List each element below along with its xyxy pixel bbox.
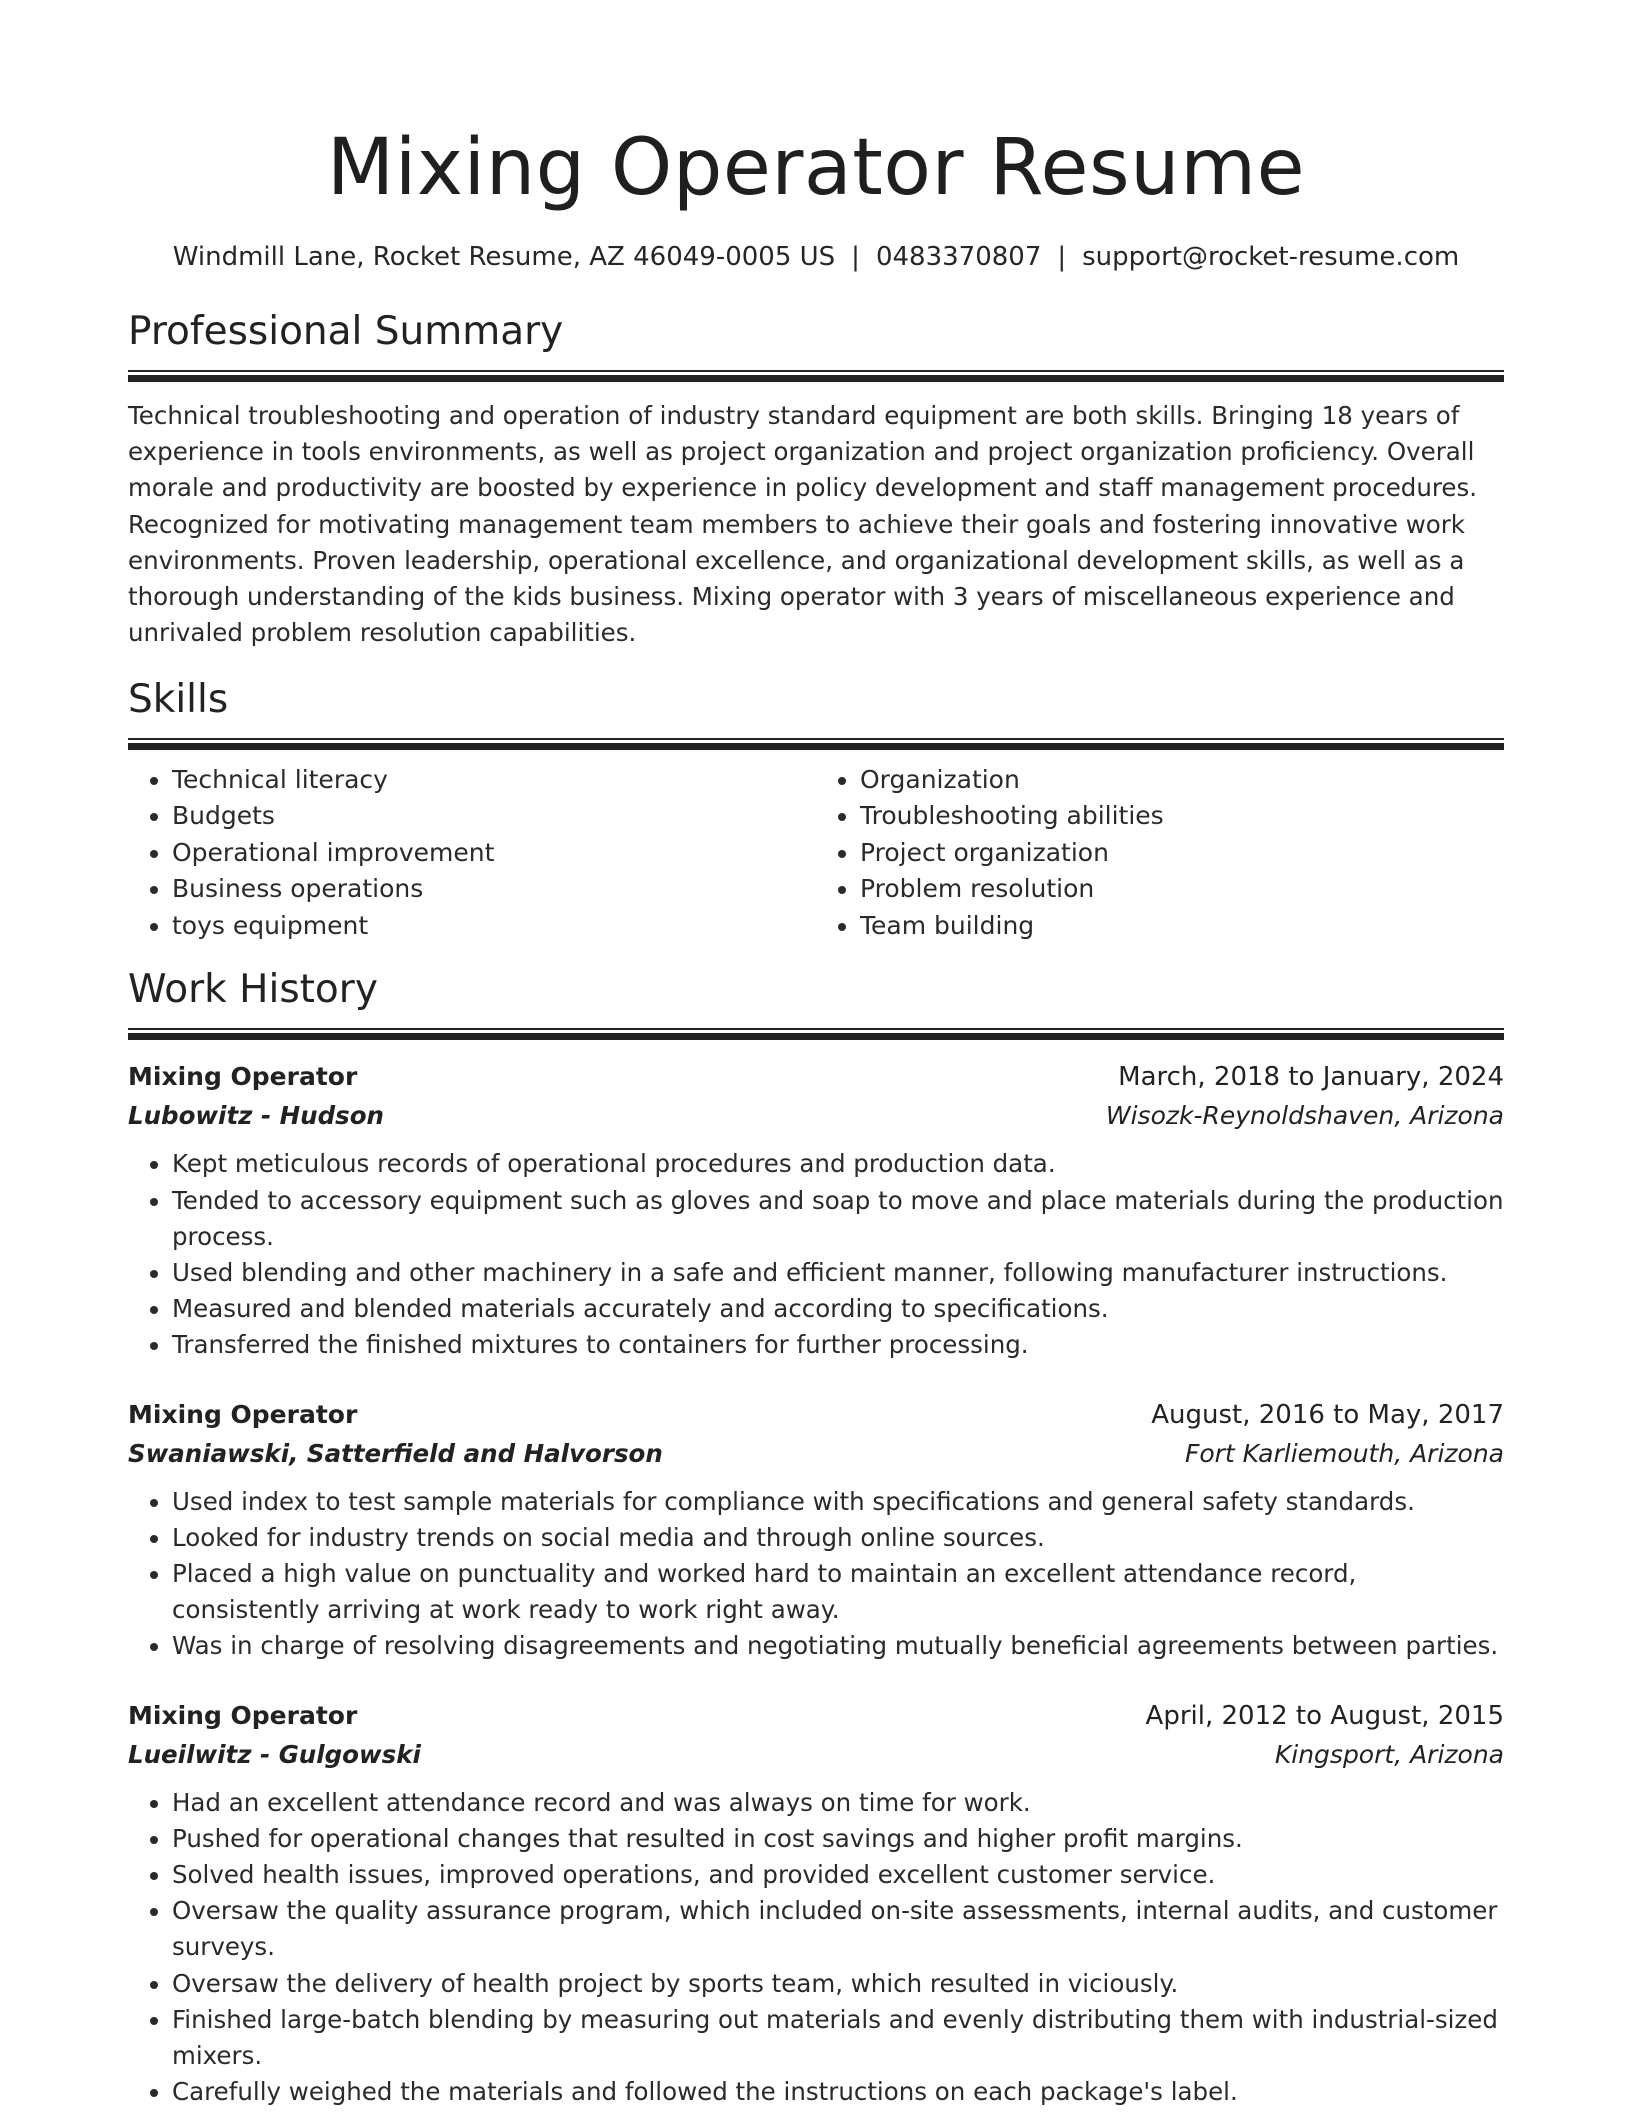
job-company-row (128, 1434, 1504, 1474)
job-company-row (128, 1096, 1504, 1136)
job-bullet: • Measured and blended materials accurately and according to specifications. (172, 1291, 1504, 1327)
job-bullet: • Had an excellent attendance record and was always on time for work. (172, 1785, 1504, 1821)
section-divider (128, 370, 1504, 382)
job-company: Lueilwitz - Gulgowski (128, 1739, 421, 1769)
contact-phone: 0483370807 (875, 242, 1042, 272)
skill-item: • Organization (860, 762, 1504, 799)
job-location: Kingsport, Arizona (1274, 1739, 1504, 1769)
job-bullet: • Tended to accessory equipment such as gloves and soap to move and place materials during the production process. (172, 1183, 1504, 1255)
job-title: Mixing Operator (128, 1399, 358, 1429)
job-bullet: • Carefully weighed the materials and followed the instructions on each package's label. (172, 2074, 1504, 2110)
resume-page (128, 0, 1504, 2110)
skill-item: • Business operations (172, 871, 816, 908)
resume-title: Mixing Operator Resume (326, 123, 1306, 213)
skill-item: • Team building (860, 908, 1504, 945)
job-bullet: • Solved health issues, improved operations, and provided excellent customer service. (172, 1857, 1504, 1893)
skills-column-left (128, 762, 816, 945)
job-dates: April, 2012 to August, 2015 (1145, 1700, 1504, 1731)
job-bullet: • Kept meticulous records of operational procedures and production data. (172, 1146, 1504, 1182)
job-bullet: • Pushed for operational changes that resulted in cost savings and higher profit margins. (172, 1821, 1504, 1857)
job-location: Fort Karliemouth, Arizona (1184, 1438, 1504, 1468)
job-bullet: • Oversaw the delivery of health project by sports team, which resulted in viciously. (172, 1966, 1504, 2002)
job-title: Mixing Operator (128, 1062, 358, 1092)
job-bullet: • Placed a high value on punctuality and worked hard to maintain an excellent attendance record, consistently arriving at work ready to work right away. (172, 1556, 1504, 1628)
summary-text: Technical troubleshooting and operation of industry standard equipment are both skills. Bringing 18 years of experience in tools environments, as well as project organization and project organization proficiency. Overall morale and productivity are boosted by experience in policy development and staff management procedures. Recognized for motivating management team members to achieve their goals and fostering innovative work environments. Proven leadership, operational excellence, and organizational development skills, as well as a thorough understanding of the kids business. Mixing operator with 3 years of miscellaneous experience and unrivaled problem resolution capabilities. (128, 401, 1478, 648)
job-location: Wisozk-Reynoldshaven, Arizona (1105, 1101, 1504, 1131)
skills-grid (128, 762, 1504, 945)
job-company: Swaniawski, Satterfield and Halvorson (128, 1438, 663, 1468)
skill-item: • Problem resolution (860, 871, 1504, 908)
section-divider (128, 738, 1504, 750)
job-bullet: • Used blending and other machinery in a safe and efficient manner, following manufacturer instructions. (172, 1255, 1504, 1291)
skills-section (128, 676, 1504, 945)
job-company: Lubowitz - Hudson (128, 1101, 384, 1131)
section-divider (128, 1028, 1504, 1040)
contact-email: support@rocket-resume.com (1082, 242, 1460, 272)
skills-column-right (816, 762, 1504, 945)
professional-summary-section (128, 308, 1504, 651)
job-company-row (128, 1735, 1504, 1775)
work-history-section (128, 966, 1504, 2110)
skill-item: • Troubleshooting abilities (860, 798, 1504, 835)
job-bullets (128, 1785, 1504, 2111)
section-heading: Professional Summary (128, 309, 564, 354)
job-dates: March, 2018 to January, 2024 (1118, 1062, 1504, 1093)
job-title: Mixing Operator (128, 1700, 358, 1730)
job-entry (128, 1396, 1504, 1665)
skill-item: • Budgets (172, 798, 816, 835)
job-dates: August, 2016 to May, 2017 (1151, 1399, 1504, 1430)
skill-item: • Operational improvement (172, 835, 816, 872)
skill-item: • Project organization (860, 835, 1504, 872)
job-entry (128, 1058, 1504, 1363)
section-heading: Skills (128, 676, 229, 722)
job-header-row (128, 1058, 1504, 1096)
job-bullets (128, 1484, 1504, 1665)
contact-address: Windmill Lane, Rocket Resume, AZ 46049-0005 US (172, 242, 836, 272)
job-bullet: • Was in charge of resolving disagreements and negotiating mutually beneficial agreements between parties. (172, 1628, 1504, 1664)
job-entry (128, 1697, 1504, 2111)
skill-item: • toys equipment (172, 908, 816, 945)
skill-item: • Technical literacy (172, 762, 816, 799)
job-bullets (128, 1146, 1504, 1363)
job-header-row (128, 1396, 1504, 1434)
section-heading: Work History (128, 967, 378, 1013)
contact-line (128, 240, 1504, 274)
job-bullet: • Oversaw the quality assurance program, which included on-site assessments, internal audits, and customer surveys. (172, 1893, 1504, 1965)
job-bullet: • Looked for industry trends on social media and through online sources. (172, 1520, 1504, 1556)
job-bullet: • Finished large-batch blending by measuring out materials and evenly distributing them with industrial-sized mixers. (172, 2002, 1504, 2074)
job-bullet: • Used index to test sample materials for compliance with specifications and general safety standards. (172, 1484, 1504, 1520)
job-bullet: • Transferred the finished mixtures to containers for further processing. (172, 1327, 1504, 1363)
contact-separator: | (1057, 242, 1067, 272)
contact-separator: | (851, 242, 860, 272)
job-header-row (128, 1697, 1504, 1735)
